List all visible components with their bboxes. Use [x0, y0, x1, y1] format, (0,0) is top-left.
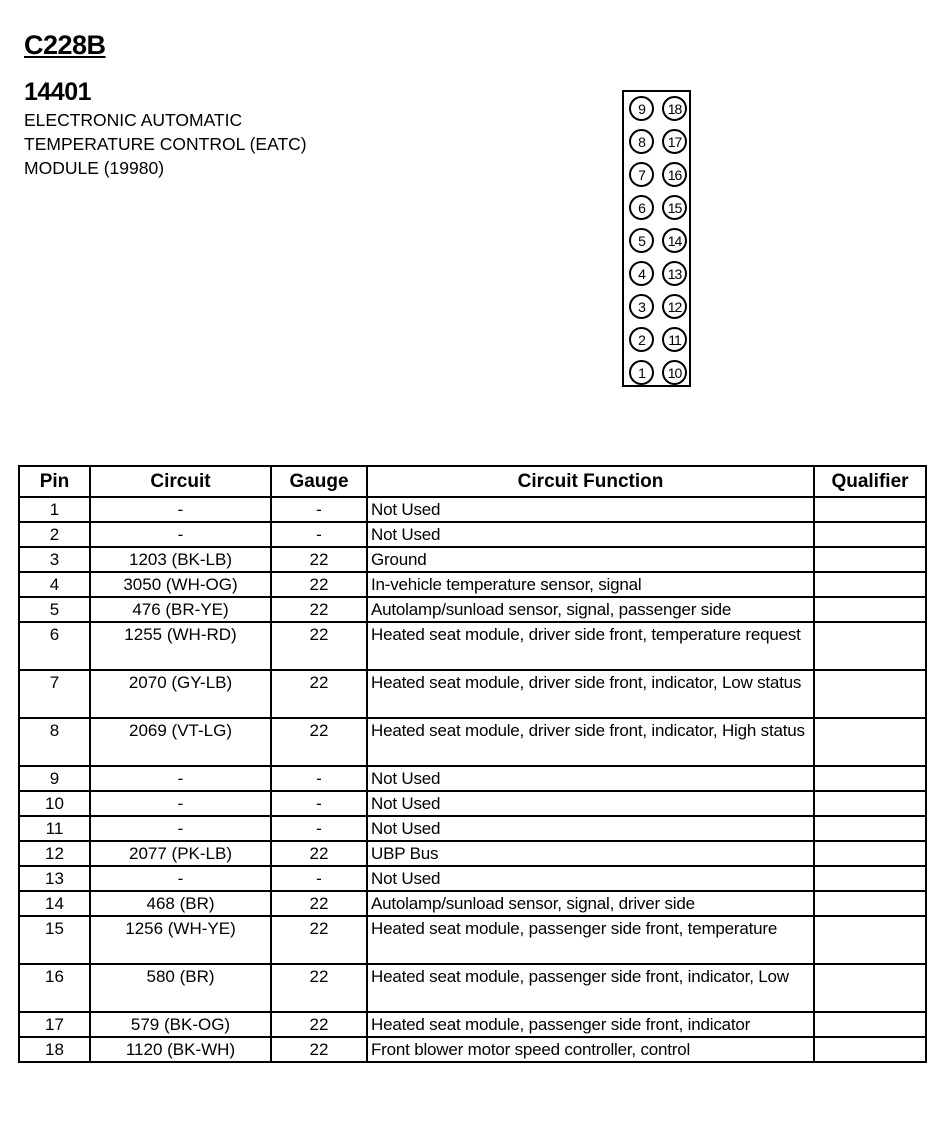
module-name-line: MODULE (19980) — [24, 158, 165, 178]
connector-pin: 7 — [629, 162, 654, 187]
cell-qualifier — [814, 866, 926, 891]
module-name-line: ELECTRONIC AUTOMATIC — [24, 110, 243, 130]
cell-gauge: - — [271, 816, 367, 841]
connector-pin: 1 — [629, 360, 654, 385]
cell-function: Not Used — [367, 816, 814, 841]
cell-qualifier — [814, 891, 926, 916]
table-header-row — [19, 466, 926, 497]
cell-pin: 3 — [19, 547, 90, 572]
header-gauge: Gauge — [271, 466, 367, 497]
cell-function: Front blower motor speed controller, control — [367, 1037, 814, 1062]
cell-circuit: 2070 (GY-LB) — [90, 670, 271, 718]
table-row — [19, 497, 926, 522]
cell-qualifier — [814, 841, 926, 866]
part-number: 14401 — [24, 78, 92, 106]
connector-pin: 12 — [662, 294, 687, 319]
table-row — [19, 718, 926, 766]
connector-face-diagram — [622, 90, 691, 387]
cell-function: Heated seat module, driver side front, indicator, Low status — [367, 670, 814, 718]
table-row — [19, 1037, 926, 1062]
cell-circuit: - — [90, 866, 271, 891]
cell-pin: 11 — [19, 816, 90, 841]
cell-gauge: - — [271, 522, 367, 547]
cell-function: Heated seat module, driver side front, indicator, High status — [367, 718, 814, 766]
connector-pin: 5 — [629, 228, 654, 253]
module-name-line: TEMPERATURE CONTROL (EATC) — [24, 134, 307, 154]
cell-circuit: 468 (BR) — [90, 891, 271, 916]
table-row — [19, 766, 926, 791]
cell-circuit: 1256 (WH-YE) — [90, 916, 271, 964]
cell-gauge: 22 — [271, 622, 367, 670]
table-row — [19, 522, 926, 547]
cell-qualifier — [814, 622, 926, 670]
cell-circuit: - — [90, 766, 271, 791]
table-row — [19, 670, 926, 718]
connector-pin: 16 — [662, 162, 687, 187]
cell-pin: 5 — [19, 597, 90, 622]
cell-qualifier — [814, 916, 926, 964]
cell-pin: 6 — [19, 622, 90, 670]
cell-qualifier — [814, 670, 926, 718]
cell-function: Not Used — [367, 791, 814, 816]
cell-gauge: 22 — [271, 964, 367, 1012]
cell-gauge: 22 — [271, 670, 367, 718]
connector-pin: 9 — [629, 96, 654, 121]
cell-gauge: 22 — [271, 572, 367, 597]
table-row — [19, 572, 926, 597]
cell-gauge: 22 — [271, 1012, 367, 1037]
cell-circuit: 3050 (WH-OG) — [90, 572, 271, 597]
cell-gauge: - — [271, 766, 367, 791]
cell-circuit: 1203 (BK-LB) — [90, 547, 271, 572]
cell-function: UBP Bus — [367, 841, 814, 866]
table-row — [19, 816, 926, 841]
cell-function: Heated seat module, passenger side front, indicator — [367, 1012, 814, 1037]
cell-circuit: 579 (BK-OG) — [90, 1012, 271, 1037]
cell-circuit: 2077 (PK-LB) — [90, 841, 271, 866]
cell-qualifier — [814, 497, 926, 522]
cell-function: Not Used — [367, 522, 814, 547]
cell-circuit: - — [90, 791, 271, 816]
cell-qualifier — [814, 597, 926, 622]
cell-gauge: 22 — [271, 841, 367, 866]
cell-function: Not Used — [367, 497, 814, 522]
table-row — [19, 622, 926, 670]
cell-function: Heated seat module, passenger side front, temperature — [367, 916, 814, 964]
table-row — [19, 791, 926, 816]
cell-circuit: - — [90, 522, 271, 547]
cell-pin: 10 — [19, 791, 90, 816]
header-circuit: Circuit — [90, 466, 271, 497]
cell-qualifier — [814, 718, 926, 766]
cell-pin: 9 — [19, 766, 90, 791]
header-pin: Pin — [19, 466, 90, 497]
cell-function: Not Used — [367, 766, 814, 791]
header-qualifier: Qualifier — [814, 466, 926, 497]
connector-id: C228B — [24, 30, 106, 60]
cell-gauge: 22 — [271, 718, 367, 766]
connector-pin: 8 — [629, 129, 654, 154]
cell-qualifier — [814, 1012, 926, 1037]
table-row — [19, 547, 926, 572]
table-row — [19, 891, 926, 916]
pinout-table — [18, 465, 927, 1063]
module-name — [24, 108, 424, 180]
cell-circuit: 1255 (WH-RD) — [90, 622, 271, 670]
connector-pin: 14 — [662, 228, 687, 253]
connector-pin: 4 — [629, 261, 654, 286]
connector-pin: 6 — [629, 195, 654, 220]
cell-qualifier — [814, 964, 926, 1012]
cell-circuit: - — [90, 497, 271, 522]
cell-pin: 14 — [19, 891, 90, 916]
header-circuit-function: Circuit Function — [367, 466, 814, 497]
connector-pin: 13 — [662, 261, 687, 286]
connector-pin: 10 — [662, 360, 687, 385]
cell-pin: 13 — [19, 866, 90, 891]
cell-gauge: - — [271, 791, 367, 816]
connector-pin: 15 — [662, 195, 687, 220]
cell-gauge: - — [271, 866, 367, 891]
cell-qualifier — [814, 791, 926, 816]
cell-pin: 2 — [19, 522, 90, 547]
cell-circuit: 1120 (BK-WH) — [90, 1037, 271, 1062]
cell-pin: 17 — [19, 1012, 90, 1037]
connector-pin: 11 — [662, 327, 687, 352]
table-row — [19, 866, 926, 891]
cell-pin: 7 — [19, 670, 90, 718]
table-row — [19, 597, 926, 622]
cell-function: Heated seat module, passenger side front, indicator, Low — [367, 964, 814, 1012]
cell-gauge: - — [271, 497, 367, 522]
table-row — [19, 964, 926, 1012]
connector-pin: 17 — [662, 129, 687, 154]
cell-gauge: 22 — [271, 916, 367, 964]
cell-pin: 18 — [19, 1037, 90, 1062]
table-row — [19, 1012, 926, 1037]
cell-gauge: 22 — [271, 1037, 367, 1062]
cell-function: Ground — [367, 547, 814, 572]
cell-pin: 4 — [19, 572, 90, 597]
cell-qualifier — [814, 547, 926, 572]
cell-qualifier — [814, 1037, 926, 1062]
connector-pin: 3 — [629, 294, 654, 319]
cell-circuit: 580 (BR) — [90, 964, 271, 1012]
cell-qualifier — [814, 572, 926, 597]
connector-pin: 2 — [629, 327, 654, 352]
cell-gauge: 22 — [271, 891, 367, 916]
cell-function: Autolamp/sunload sensor, signal, driver side — [367, 891, 814, 916]
cell-circuit: 476 (BR-YE) — [90, 597, 271, 622]
cell-qualifier — [814, 816, 926, 841]
cell-qualifier — [814, 522, 926, 547]
cell-gauge: 22 — [271, 597, 367, 622]
cell-pin: 8 — [19, 718, 90, 766]
cell-pin: 1 — [19, 497, 90, 522]
table-row — [19, 841, 926, 866]
cell-function: Heated seat module, driver side front, temperature request — [367, 622, 814, 670]
cell-function: Not Used — [367, 866, 814, 891]
connector-pin: 18 — [662, 96, 687, 121]
cell-pin: 16 — [19, 964, 90, 1012]
cell-gauge: 22 — [271, 547, 367, 572]
cell-circuit: - — [90, 816, 271, 841]
cell-qualifier — [814, 766, 926, 791]
cell-function: In-vehicle temperature sensor, signal — [367, 572, 814, 597]
cell-function: Autolamp/sunload sensor, signal, passenger side — [367, 597, 814, 622]
cell-pin: 12 — [19, 841, 90, 866]
cell-pin: 15 — [19, 916, 90, 964]
table-row — [19, 916, 926, 964]
cell-circuit: 2069 (VT-LG) — [90, 718, 271, 766]
